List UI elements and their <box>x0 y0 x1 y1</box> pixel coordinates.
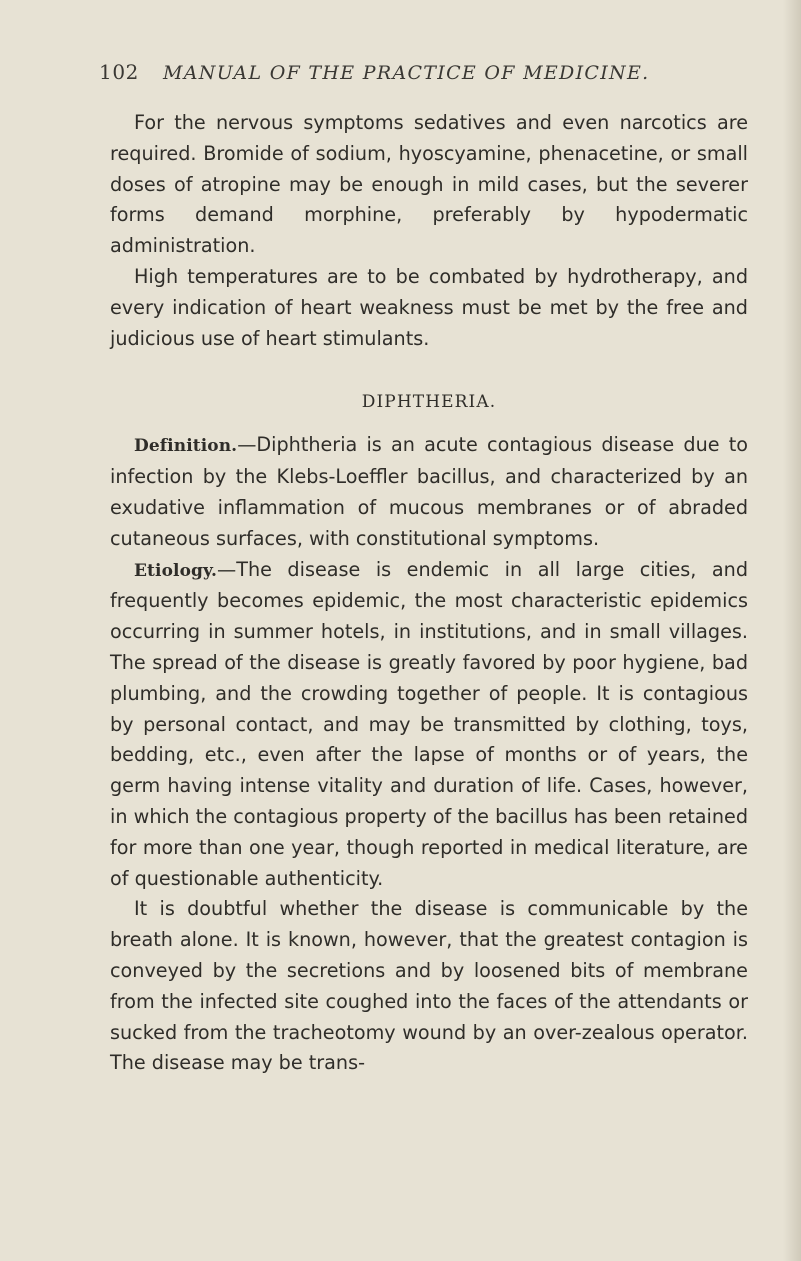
page-edge-shadow <box>783 0 801 1261</box>
definition-text: —Diphtheria is an acute contagious disease due to infection by the Klebs-Loeffler bacillus, and characterized by an exudative inflammation of mucous membranes or of abraded cutaneous surfaces, with constitutional symptoms. <box>110 433 748 550</box>
paragraph-nervous-symptoms: For the nervous symptoms sedatives and even narcotics are required. Bromide of sodium, hyoscyamine, phenacetine, or small doses of atropine may be enough in mild cases, but the severer forms demand morphine, preferably by hypodermatic administration. <box>110 111 748 258</box>
paragraph-communicability: It is doubtful whether the disease is communicable by the breath alone. It is known, however, that the greatest contagion is conveyed by the secretions and by loosened bits of membrane from the infected site coughed into the faces of the attendants or sucked from the tracheotomy wound by an over-zealous operator. The disease may be trans- <box>110 897 748 1075</box>
page-number: 102 <box>99 60 139 84</box>
paragraph-etiology <box>110 555 748 895</box>
definition-label: Definition. <box>134 436 238 457</box>
etiology-text: —The disease is endemic in all large cities, and frequently becomes epidemic, the most characteristic epidemics occurring in summer hotels, in institutions, and in small villages. The spread of the disease is greatly favored by poor hygiene, bad plumbing, and the crowding together of people. It is contagious by personal contact, and may be transmitted by clothing, toys, bedding, etc., even after the lapse of months or of years, the germ having intense vitality and duration of life. Cases, however, in which the contagious property of the bacillus has been retained for more than one year, though reported in medical literature, are of questionable authenticity. <box>110 557 748 890</box>
paragraph-high-temperatures: High temperatures are to be combated by hydrotherapy, and every indication of heart weakness must be met by the free and judicious use of heart stimulants. <box>110 264 748 350</box>
page-body <box>110 108 748 1079</box>
etiology-label: Etiology. <box>134 560 218 581</box>
section-heading: DIPHTHERIA. <box>361 392 497 413</box>
running-head <box>99 60 739 90</box>
running-title: MANUAL OF THE PRACTICE OF MEDICINE. <box>163 62 650 84</box>
paragraph-definition <box>110 430 748 554</box>
